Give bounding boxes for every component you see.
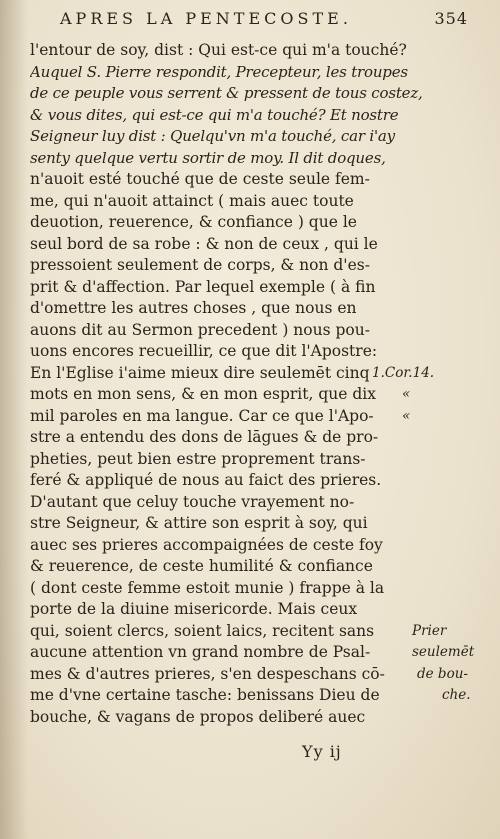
- signature-mark: Yy ij: [302, 742, 342, 761]
- text-line: uons encores recueillir, ce que dit l'Apostre:: [30, 342, 378, 360]
- text-line: pressoient seulement de corps, & non d'es-: [30, 256, 370, 274]
- text-line: l'entour de soy, dist : Qui est-ce qui m'a touché?: [30, 41, 407, 59]
- text-line: Seigneur luy dist : Quelqu'vn m'a touché, car i'ay: [30, 127, 395, 145]
- margin-note: de bou-: [417, 665, 468, 682]
- margin-note: che.: [442, 687, 471, 703]
- text-block: [30, 40, 450, 728]
- text-line: aucune attention vn grand nombre de Psal-: [30, 643, 371, 661]
- text-line: de ce peuple vous serrent & pressent de tous costez,: [30, 84, 423, 102]
- text-line: pheties, peut bien estre proprement trans-: [30, 449, 366, 468]
- text-line: D'autant que celuy touche vrayement no-: [30, 492, 355, 511]
- margin-note: seulemēt: [412, 644, 475, 660]
- text-line: bouche, & vagans de propos deliberé auec: [30, 707, 366, 726]
- text-line: stre a entendu des dons de lāgues & de pro-: [30, 428, 379, 446]
- margin-note: Prier: [412, 622, 447, 639]
- text-line: feré & appliqué de nous au faict des prieres.: [30, 471, 382, 489]
- running-title: APRES LA PENTECOSTE.: [60, 9, 352, 28]
- text-line: stre Seigneur, & attire son esprit à soy, qui: [30, 514, 368, 532]
- text-line: Auquel S. Pierre respondit, Precepteur, les troupes: [30, 62, 408, 81]
- margin-note: 1.Cor.14.: [372, 364, 435, 381]
- text-line: porte de la diuine misericorde. Mais ceux: [30, 600, 358, 618]
- text-line: & reuerence, de ceste humilité & confiance: [30, 557, 373, 575]
- text-line: auons dit au Sermon precedent ) nous pou-: [30, 320, 370, 339]
- text-line: deuotion, reuerence, & confiance ) que le: [30, 213, 357, 231]
- text-line: mil paroles en ma langue. Car ce que l'Apo-: [30, 406, 374, 425]
- text-line: senty quelque vertu sortir de moy. Il dit doques,: [30, 148, 386, 167]
- text-line: n'auoit esté touché que de ceste seule fem-: [30, 170, 370, 188]
- running-header: [50, 6, 468, 32]
- text-line: d'omettre les autres choses , que nous en: [30, 299, 357, 317]
- text-line: mes & d'autres prieres, s'en despeschans cō-: [30, 664, 385, 683]
- text-line: mots en mon sens, & en mon esprit, que dix: [30, 385, 376, 403]
- text-line: En l'Eglise i'aime mieux dire seulemēt cinq: [30, 363, 370, 382]
- margin-note: «: [402, 386, 411, 402]
- text-line: & vous dites, qui est-ce qui m'a touché? Et nostre: [30, 105, 399, 124]
- margin-note: «: [402, 407, 411, 424]
- text-line: ( dont ceste femme estoit munie ) frappe à la: [30, 578, 385, 597]
- text-line: auec ses prieres accompaignées de ceste foy: [30, 535, 383, 554]
- text-line: prit & d'affection. Par lequel exemple ( à fin: [30, 277, 376, 296]
- page-number: 354: [434, 9, 468, 28]
- text-line: seul bord de sa robe : & non de ceux , qui le: [30, 234, 378, 253]
- text-line: me, qui n'auoit attainct ( mais auec toute: [30, 191, 354, 210]
- text-line: qui, soient clercs, soient laics, recitent sans: [30, 621, 375, 640]
- text-line: me d'vne certaine tasche: benissans Dieu de: [30, 686, 380, 704]
